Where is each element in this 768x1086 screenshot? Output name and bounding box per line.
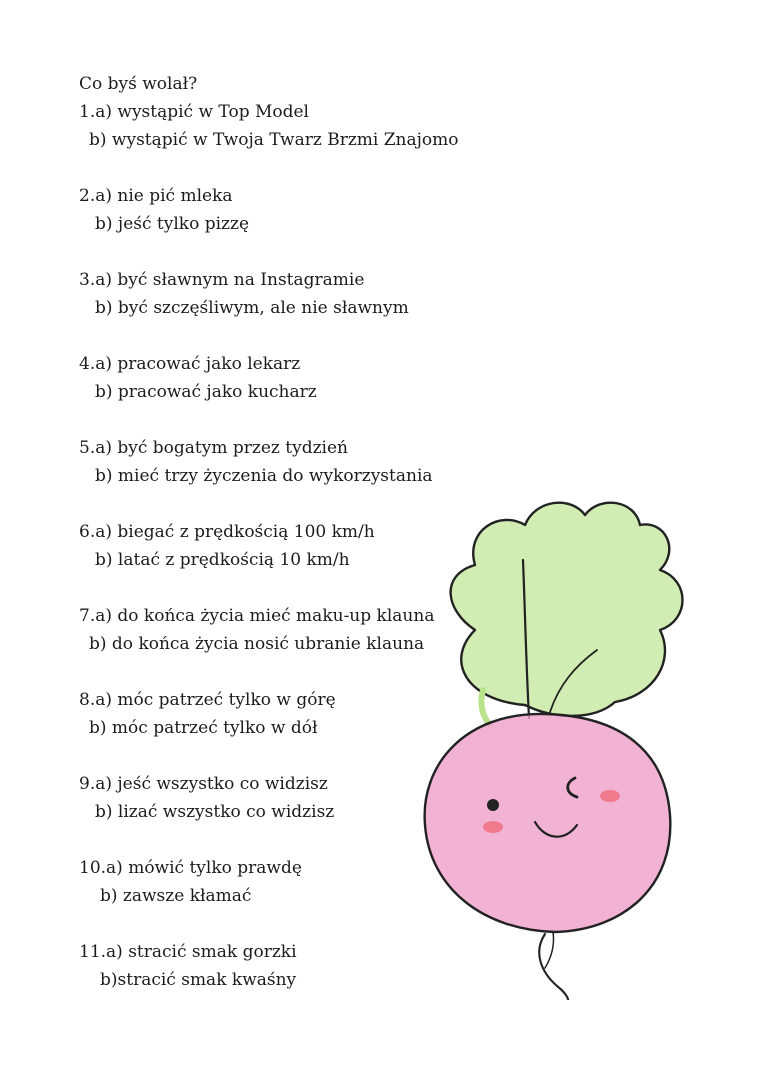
beet-leaves (451, 503, 683, 724)
question-4-option-b: b) pracować jako kucharz (95, 382, 317, 402)
question-1-option-b: b) wystąpić w Twoja Twarz Brzmi Znajomo (89, 130, 459, 150)
question-9-option-b: b) lizać wszystko co widzisz (95, 802, 335, 822)
question-2-option-b: b) jeść tylko pizzę (95, 214, 250, 234)
question-6-option-b: b) latać z prędkością 10 km/h (95, 550, 350, 570)
question-8-option-a: 8.a) móc patrzeć tylko w górę (79, 690, 336, 710)
question-9-option-a: 9.a) jeść wszystko co widzisz (79, 774, 328, 794)
question-10-option-a: 10.a) mówić tylko prawdę (79, 858, 302, 878)
question-11-option-b: b)stracić smak kwaśny (100, 970, 297, 990)
page-title: Co byś wolał? (79, 74, 198, 94)
spacer (79, 238, 499, 266)
spacer (79, 154, 499, 182)
question-8-option-b: b) móc patrzeć tylko w dół (89, 718, 318, 738)
question-5-option-a: 5.a) być bogatym przez tydzień (79, 438, 349, 458)
question-3-option-a: 3.a) być sławnym na Instagramie (79, 270, 365, 290)
question-3-option-b: b) być szczęśliwym, ale nie sławnym (95, 298, 409, 318)
question-6-option-a: 6.a) biegać z prędkością 100 km/h (79, 522, 375, 542)
question-2-option-a: 2.a) nie pić mleka (79, 186, 233, 206)
question-5-option-b: b) mieć trzy życzenia do wykorzystania (95, 466, 433, 486)
question-1-option-a: 1.a) wystąpić w Top Model (79, 102, 309, 122)
question-7-option-b: b) do końca życia nosić ubranie klauna (89, 634, 425, 654)
question-11-option-a: 11.a) stracić smak gorzki (79, 942, 297, 962)
question-7-option-a: 7.a) do końca życia mieć maku-up klauna (79, 606, 435, 626)
spacer (79, 322, 499, 350)
smiling-beet-icon (405, 480, 705, 1000)
spacer (79, 406, 499, 434)
beet-root (425, 714, 671, 1000)
question-10-option-b: b) zawsze kłamać (100, 886, 252, 906)
question-4-option-a: 4.a) pracować jako lekarz (79, 354, 301, 374)
